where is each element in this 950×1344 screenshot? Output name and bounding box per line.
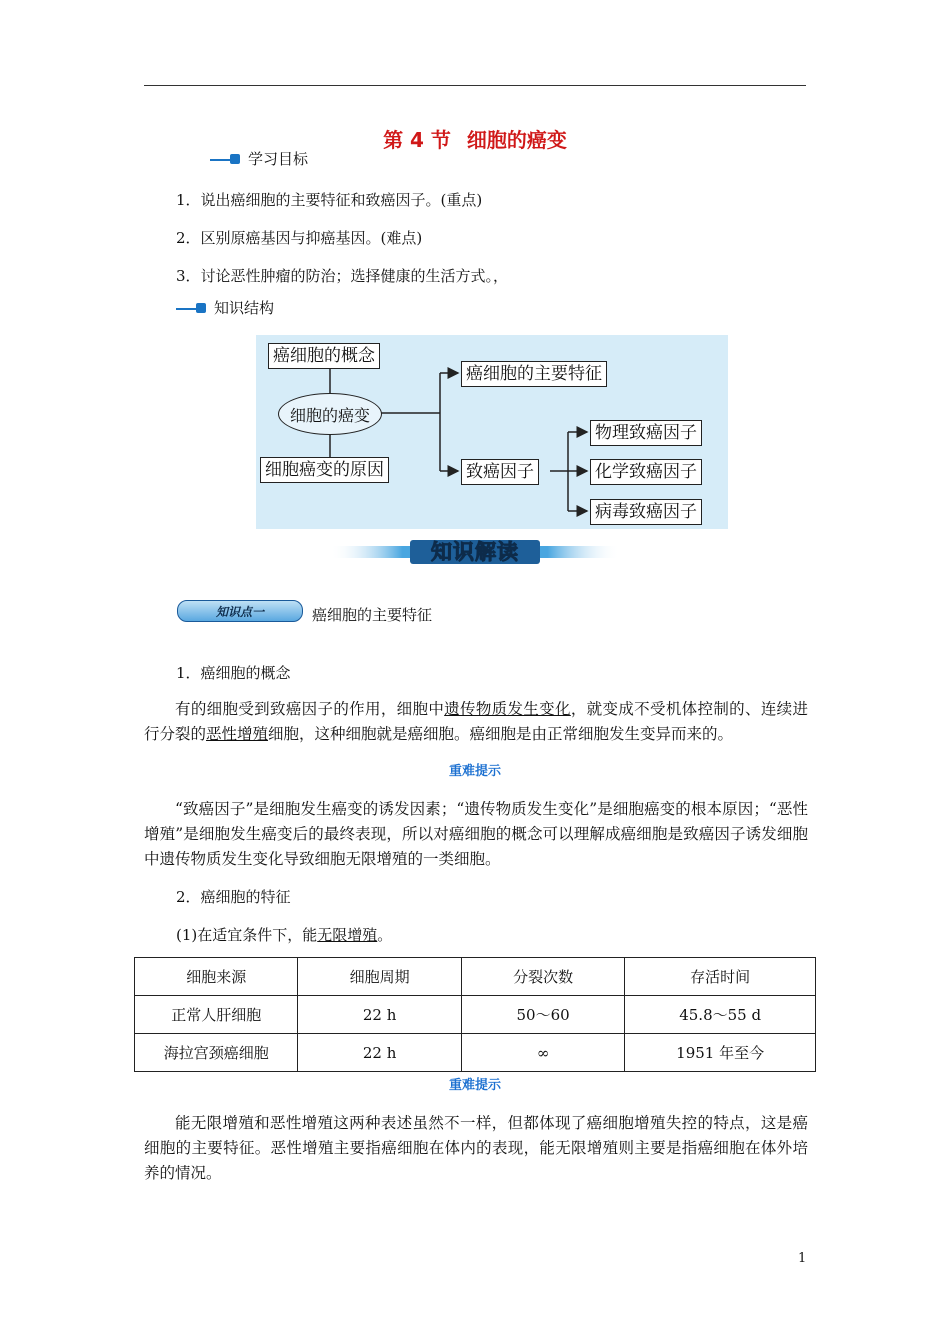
table-header: 存活时间: [625, 958, 816, 996]
objective-item: 3．讨论恶性肿瘤的防治；选择健康的生活方式。，: [176, 267, 509, 285]
table-cell: 45.8～55 d: [625, 996, 816, 1034]
text-run: ，就变成不受机体控制的、连续进行分裂的: [144, 700, 808, 743]
objective-item: 1．说出癌细胞的主要特征和致癌因子。(重点): [176, 191, 483, 209]
table-cell: 1951 年至今: [625, 1034, 816, 1072]
page-title: [0, 124, 950, 153]
text-run: 。: [377, 926, 393, 944]
structure-heading: [176, 297, 274, 318]
text-run: (1)在适宜条件下，能: [176, 926, 318, 944]
table-cell: ∞: [461, 1034, 624, 1072]
underlined-term: 无限增殖: [317, 926, 378, 944]
table-cell: 50～60: [461, 996, 624, 1034]
chemical-factor-box: 化学致癌因子: [590, 459, 702, 485]
objectives-heading: [210, 148, 308, 169]
table-row: [135, 1034, 816, 1072]
features-box: 癌细胞的主要特征: [461, 361, 607, 387]
hint-paragraph: 能无限增殖和恶性增殖这两种表述虽然不一样，但都体现了癌细胞增殖失控的特点，这是癌细胞的主要特征。恶性增殖主要指癌细胞在体内的表现，能无限增殖则主要是指癌细胞在体外培养的情况。: [144, 1114, 808, 1182]
underlined-term: 恶性增殖: [206, 725, 269, 743]
knowledge-structure-diagram: [256, 335, 728, 529]
objectives-label: 学习目标: [248, 150, 309, 168]
center-label: 细胞的癌变: [289, 405, 370, 425]
hint-paragraph: “致癌因子”是细胞发生癌变的诱发因素；“遗传物质发生变化”是细胞癌变的根本原因；“恶性增殖”是细胞发生癌变后的最终表现，所以对癌细胞的概念可以理解成癌细胞是致癌因子诱发细胞中遗传物质发生变化导致细胞无限增殖的一类细胞。: [144, 800, 808, 868]
table-cell: 海拉宫颈癌细胞: [135, 1034, 298, 1072]
subpoint-1: [176, 924, 392, 945]
concept-box: 癌细胞的概念: [268, 343, 380, 369]
section1-heading: 1．癌细胞的概念: [176, 664, 291, 682]
table-header: 细胞周期: [298, 958, 461, 996]
section-name: 细胞的癌变: [466, 128, 567, 152]
objective-item: 2．区别原癌基因与抑癌基因。(难点): [176, 229, 423, 247]
table-header: 分裂次数: [461, 958, 624, 996]
cause-box: 细胞癌变的原因: [260, 457, 389, 483]
knowledge-point-title: 癌细胞的主要特征: [312, 606, 433, 624]
hint-label: 重难提示: [448, 1078, 501, 1093]
table-cell: 22 h: [298, 1034, 461, 1072]
underlined-term: 遗传物质发生变化: [444, 700, 571, 718]
hint-label: 重难提示: [448, 764, 501, 779]
knowledge-point-badge: 知识点一: [177, 600, 303, 622]
text-run: 有的细胞受到致癌因子的作用，细胞中: [175, 700, 445, 718]
table-header-row: [135, 958, 816, 996]
header-rule: [144, 85, 806, 86]
viral-factor-box: 病毒致癌因子: [590, 499, 702, 525]
table-cell: 22 h: [298, 996, 461, 1034]
section2-heading: 2．癌细胞的特征: [176, 888, 291, 906]
physical-factor-box: 物理致癌因子: [590, 420, 702, 446]
table-row: [135, 996, 816, 1034]
section-number: 第 4 节: [383, 128, 451, 152]
text-run: 细胞，这种细胞就是癌细胞。癌细胞是由正常细胞发生变异而来的。: [268, 725, 734, 743]
concept-paragraph: [144, 697, 808, 747]
carcinogen-box: 致癌因子: [461, 459, 539, 485]
structure-label: 知识结构: [214, 299, 275, 317]
table-header: 细胞来源: [135, 958, 298, 996]
table-cell: 正常人肝细胞: [135, 996, 298, 1034]
section-marker-icon: [210, 153, 240, 165]
page-number: 1: [798, 1251, 807, 1266]
knowledge-banner: [330, 538, 620, 566]
center-oval: [278, 393, 382, 435]
cell-comparison-table: [134, 957, 816, 1072]
banner-title: 知识解读: [431, 540, 519, 564]
section-marker-icon: [176, 302, 206, 314]
